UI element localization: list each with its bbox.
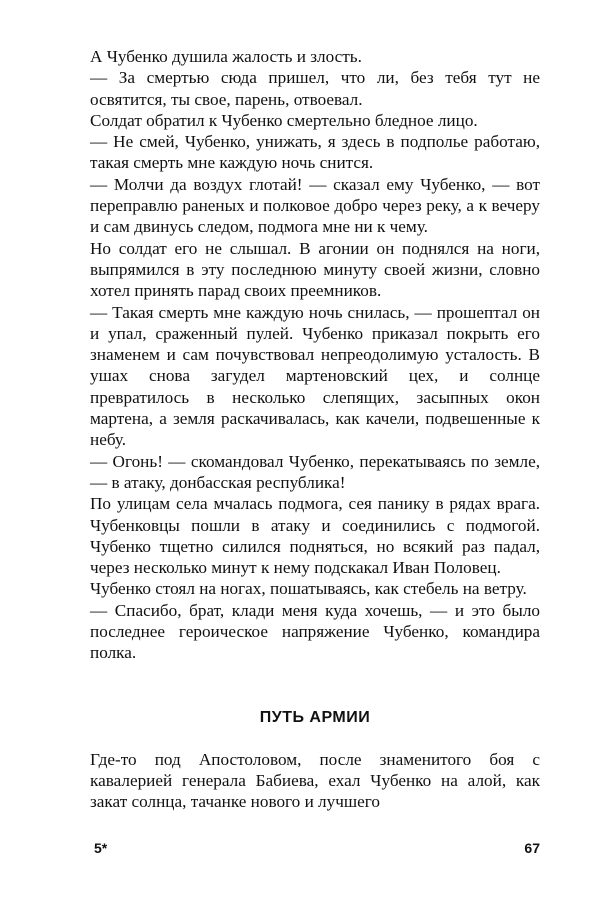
- page-number: 67: [524, 840, 540, 856]
- chapter-title: ПУТЬ АРМИИ: [259, 708, 371, 726]
- paragraph: Где-то под Апостоловом, после знаменитого боя с кавалерией генерала Бабиева, ехал Чубенко на алой, как закат солнца, тачанке нового и лучшего: [90, 749, 540, 812]
- paragraph: — Спасибо, брат, клади меня куда хочешь, — и это было последнее героическое напряжение Чубенко, командира полка.: [90, 600, 540, 663]
- paragraph: — Огонь! — скомандовал Чубенко, перекатываясь по земле, — в атаку, донбасская республика!: [90, 451, 540, 492]
- paragraph: Но солдат его не слышал. В агонии он поднялся на ноги, выпрямился в эту последнюю минуту своей жизни, словно хотел принять парад своих преемников.: [90, 238, 540, 301]
- paragraph: По улицам села мчалась подмога, сея панику в рядах врага. Чубенковцы пошли в атаку и соединились с подмогой. Чубенко тщетно силился подняться, но всякий раз падал, через несколько минут к нему подскакал Иван Половец.: [90, 494, 540, 578]
- paragraph: — Такая смерть мне каждую ночь снилась, — прошептал он и упал, сраженный пулей. Чубенко приказал покрыть его знаменем и сам почувствовал непреодолимую усталость. В ушах снова загудел мартеновский цех, и солнце превратилось в несколько слепящих, засыпных окон мартена, а земля раскачивалась, как качели, подвешенные к небу.: [90, 302, 540, 450]
- paragraph: — За смертью сюда пришел, что ли, без тебя тут не освятится, ты свое, парень, отвоевал.: [90, 68, 540, 109]
- paragraph: — Не смей, Чубенко, унижать, я здесь в подполье работаю, такая смерть мне каждую ночь снится.: [90, 132, 540, 173]
- signature-mark: 5*: [94, 840, 108, 856]
- paragraph: А Чубенко душила жалость и злость.: [90, 47, 362, 66]
- paragraph: — Молчи да воздух глотай! — сказал ему Чубенко, — вот переправлю раненых и полковое добро через реку, а к вечеру и сам двинусь следом, подмога мне ни к чему.: [90, 174, 540, 237]
- paragraph: Чубенко стоял на ногах, пошатываясь, как стебель на ветру.: [90, 579, 527, 599]
- page-body: [90, 46, 540, 813]
- paragraph: Солдат обратил к Чубенко смертельно бледное лицо.: [90, 110, 478, 130]
